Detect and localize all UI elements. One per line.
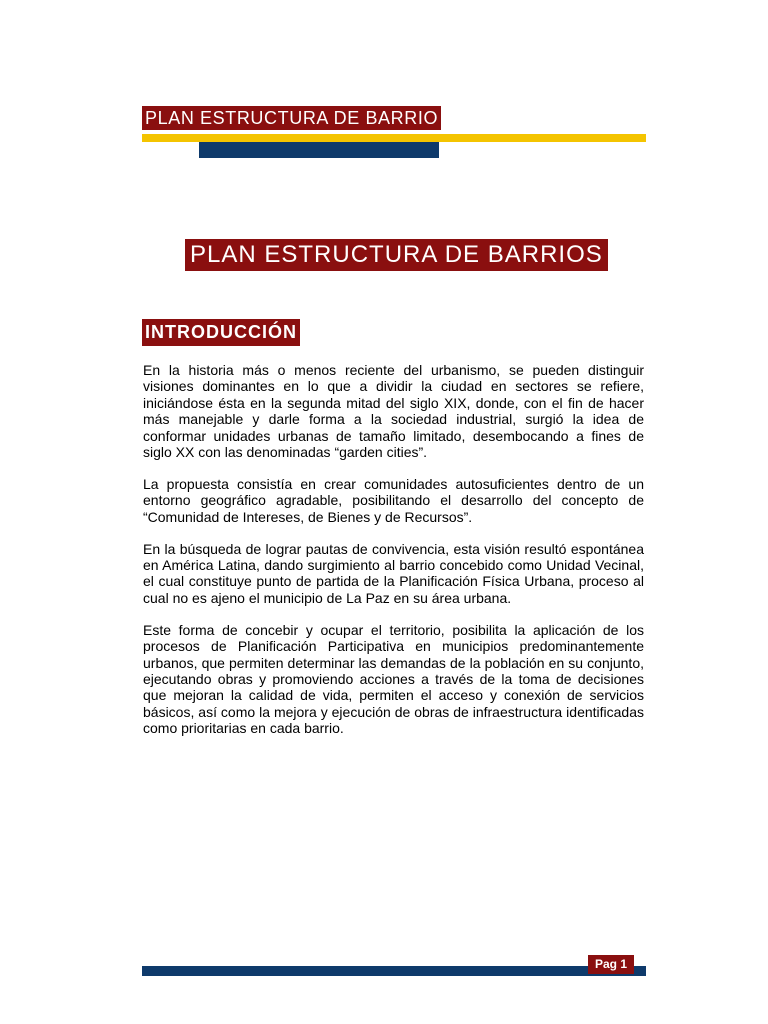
paragraph-2: La propuesta consistía en crear comunidades autosuficientes dentro de un entorno geográfico agradable, posibilitando el desarrollo del concepto de “Comunidad de Intereses, de Bienes y de Recursos”. (143, 475, 644, 525)
header-yellow-rule (142, 134, 646, 142)
paragraph-3: En la búsqueda de lograr pautas de convivencia, esta visión resultó espontánea en América Latina, dando surgimiento al barrio concebido como Unidad Vecinal, el cual constituye punto de partida de la Planificación Física Urbana, proceso al cual no es ajeno el municipio de La Paz en su área urbana. (143, 540, 644, 606)
document-title: PLAN ESTRUCTURA DE BARRIOS (185, 239, 608, 271)
paragraph-1: En la historia más o menos reciente del urbanismo, se pueden distinguir visiones dominantes en lo que a dividir la ciudad en sectores se refiere, iniciándose ésta en la segunda mitad del siglo XIX, donde, con el fin de hacer más manejable y darle forma a la sociedad industrial, surgió la idea de conformar unidades urbanas de tamaño limitado, desembocando a fines de siglo XX con las denominadas “garden cities”. (143, 362, 644, 461)
footer-blue-rule (142, 966, 646, 976)
header-blue-rule (199, 142, 439, 158)
paragraph-4: Este forma de concebir y ocupar el territorio, posibilita la aplicación de los procesos de Planificación Participativa en municipios predominantemente urbanos, que permiten determinar las demandas de la población en su conjunto, ejecutando obras y promoviendo acciones a través de la toma de decisiones que mejoran la calidad de vida, permiten el acceso y conexión de servicios básicos, así como la mejora y ejecución de obras de infraestructura identificadas como prioritarias en cada barrio. (143, 621, 644, 737)
running-header-title: PLAN ESTRUCTURA DE BARRIO (142, 106, 441, 130)
section-heading-introduccion: INTRODUCCIÓN (142, 319, 300, 346)
page-number-label: Pag 1 (588, 955, 634, 974)
body-text (143, 362, 644, 752)
